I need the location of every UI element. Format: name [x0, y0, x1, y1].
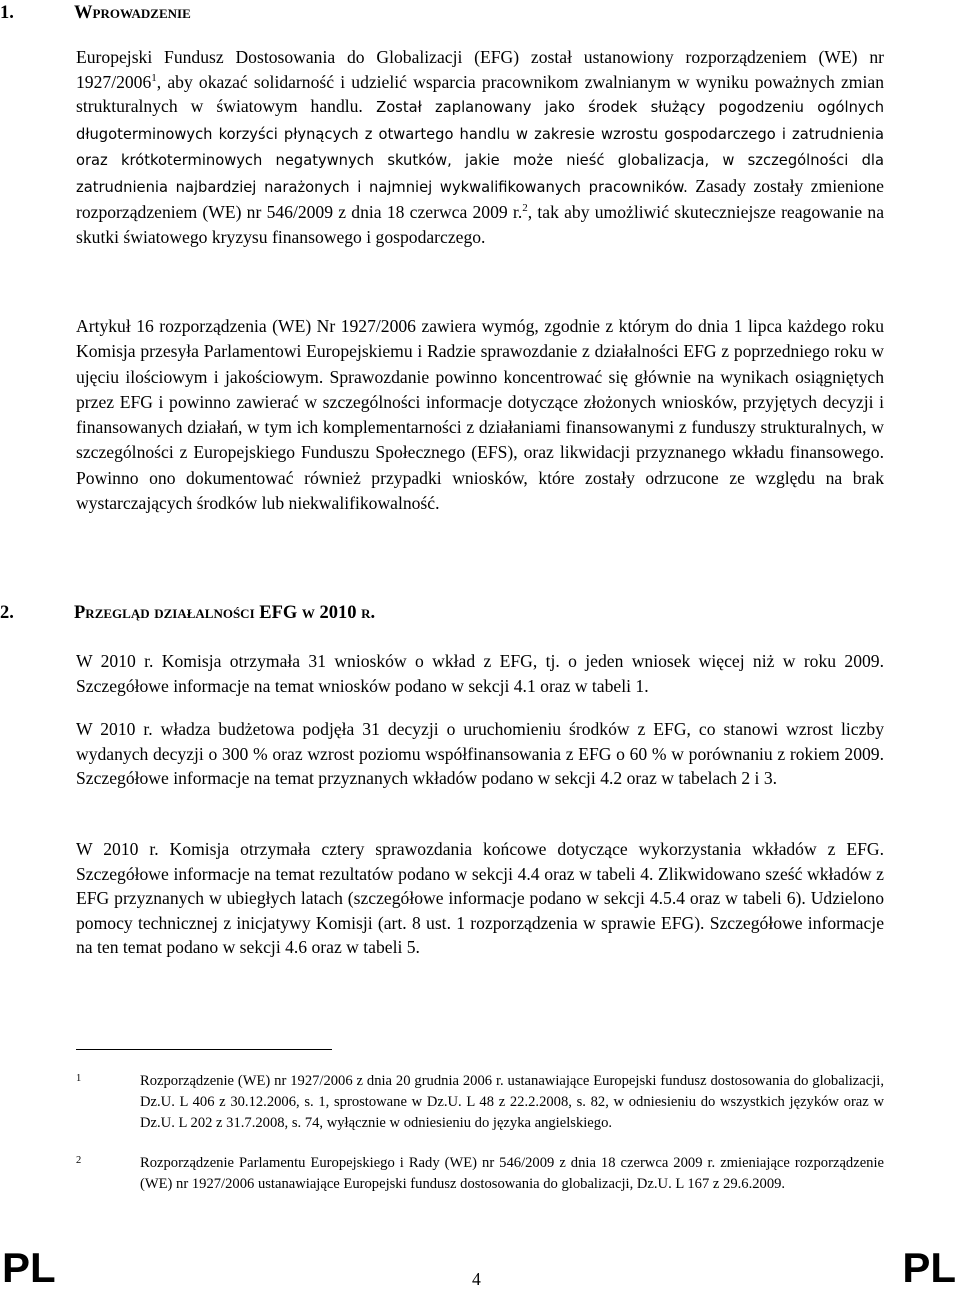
footnote-separator [76, 1049, 332, 1050]
p1-text-c: Został zaplanowany jako środek służący pogodzeniu ogólnych długoterminowych korzyści płynących z otwartego handlu w zakresie wzrostu gospodarczego i zatrudnienia oraz krótkoterminowych negatywnych skutków, jakie może nieść globalizacja, w szczególności dla zatrudnienia najbardziej narażonych i najmniej wykwalifikowanych pracowników. [76, 99, 884, 196]
section-1-number: 1. [0, 3, 14, 23]
footer-language-right: PL [902, 1244, 956, 1291]
section-2-heading [0, 602, 376, 624]
section-1-paragraph-2: Artykuł 16 rozporządzenia (WE) Nr 1927/2006 zawiera wymóg, zgodnie z którym do dnia 1 lipca każdego roku Komisja przesyła Parlamentowi Europejskiemu i Radzie sprawozdanie z działalności EFG z poprzedniego roku w ujęciu ilościowym i jakościowym. Sprawozdanie powinno koncentrować się głównie na wynikach osiągniętych przez EFG i powinno zawierać w szczególności informacje dotyczące złożonych wniosków, przyjętych decyzji i finansowanych działań, w tym ich komplementarności z działaniami finansowanymi z funduszy strukturalnych, w szczególności z Europejskiego Funduszu Społecznego (EFS), oraz likwidacji przyznanego wkładu finansowego. Powinno ono dokumentować również przypadki wniosków, które zostały odrzucone ze względu na brak wystarczających środków lub niekwalifikowalność. [76, 316, 884, 514]
section-1-paragraph-1 [76, 45, 884, 249]
footnote-2-mark: 2 [76, 1155, 82, 1166]
section-2-number: 2. [0, 603, 14, 623]
page-number: 4 [472, 1269, 481, 1289]
section-1-title: Wprowadzenie [74, 3, 191, 23]
footnote-2-text: Rozporządzenie Parlamentu Europejskiego i Rady (WE) nr 546/2009 z dnia 18 czerwca 2009 r. zmieniające rozporządzenie (WE) nr 1927/2006 ustanawiające Europejski fundusz dostosowania do globalizacji, Dz.U. L 167 z 29.6.2009. [140, 1155, 884, 1192]
section-2-title: Przegląd działalności EFG w 2010 r. [74, 603, 376, 623]
p1-text-b: , aby okazać solidarność i udzielić wsparcia pracownikom zwalnianym w wyniku poważnych zmian strukturalnych w światowym handlu. [76, 71, 884, 116]
section-2-paragraph-3: W 2010 r. Komisja otrzymała cztery sprawozdania końcowe dotyczące wykorzystania wkładów z EFG. Szczegółowe informacje na temat rezultatów podano w sekcji 4.4 oraz w tabeli 4. Zlikwidowano sześć wkładów z EFG przyznanych w ubiegłych latach (szczegółowe informacje podano w sekcji 4.5.4 oraz w tabeli 6). Udzielono pomocy technicznej z inicjatywy Komisji (art. 8 ust. 1 rozporządzenia w sprawie EFG). Szczegółowe informacje na ten temat podano w sekcji 4.6 oraz w tabeli 5. [76, 839, 884, 957]
p1-text-d: Zasady zostały zmienione rozporządzeniem (WE) nr 546/2009 z dnia 18 czerwca 2009 r. [76, 175, 884, 222]
footnote-ref-2[interactable]: 2 [522, 202, 528, 215]
section-2-paragraph-1: W 2010 r. Komisja otrzymała 31 wniosków o wkład z EFG, tj. o jeden wniosek więcej niż w roku 2009. Szczegółowe informacje na temat wniosków podano w sekcji 4.1 oraz w tabeli 1. [76, 651, 884, 696]
footnote-ref-1[interactable]: 1 [151, 71, 157, 84]
footnote-1-text: Rozporządzenie (WE) nr 1927/2006 z dnia 20 grudnia 2006 r. ustanawiające Europejski fundusz dostosowania do globalizacji, Dz.U. L 406 z 30.12.2006, s. 1, sprostowane w Dz.U. L 48 z 22.2.2008, s. 82, w odniesieniu do wszystkich języków oraz w Dz.U. L 202 z 31.7.2008, s. 74, wyłącznie w odniesieniu do języka angielskiego. [140, 1073, 884, 1131]
p1-text-a: Europejski Fundusz Dostosowania do Globalizacji (EFG) został ustanowiony rozporządzeniem (WE) nr 1927/2006 [76, 47, 884, 92]
footer-language-left: PL [2, 1244, 56, 1291]
p1-text-e: , tak aby umożliwić skuteczniejsze reagowanie na skutki światowego kryzysu finansowego i gospodarczego. [76, 202, 884, 247]
footnote-1-mark: 1 [76, 1073, 82, 1084]
section-1-heading [0, 2, 191, 24]
section-2-paragraph-2: W 2010 r. władza budżetowa podjęła 31 decyzji o uruchomieniu środków z EFG, co stanowi wzrost liczby wydanych decyzji o 300 % oraz wzrost poziomu współfinansowania z EFG o 60 % w porównaniu z rokiem 2009. Szczegółowe informacje na temat przyznanych wkładów podano w sekcji 4.2 oraz w tabelach 2 i 3. [76, 719, 884, 788]
